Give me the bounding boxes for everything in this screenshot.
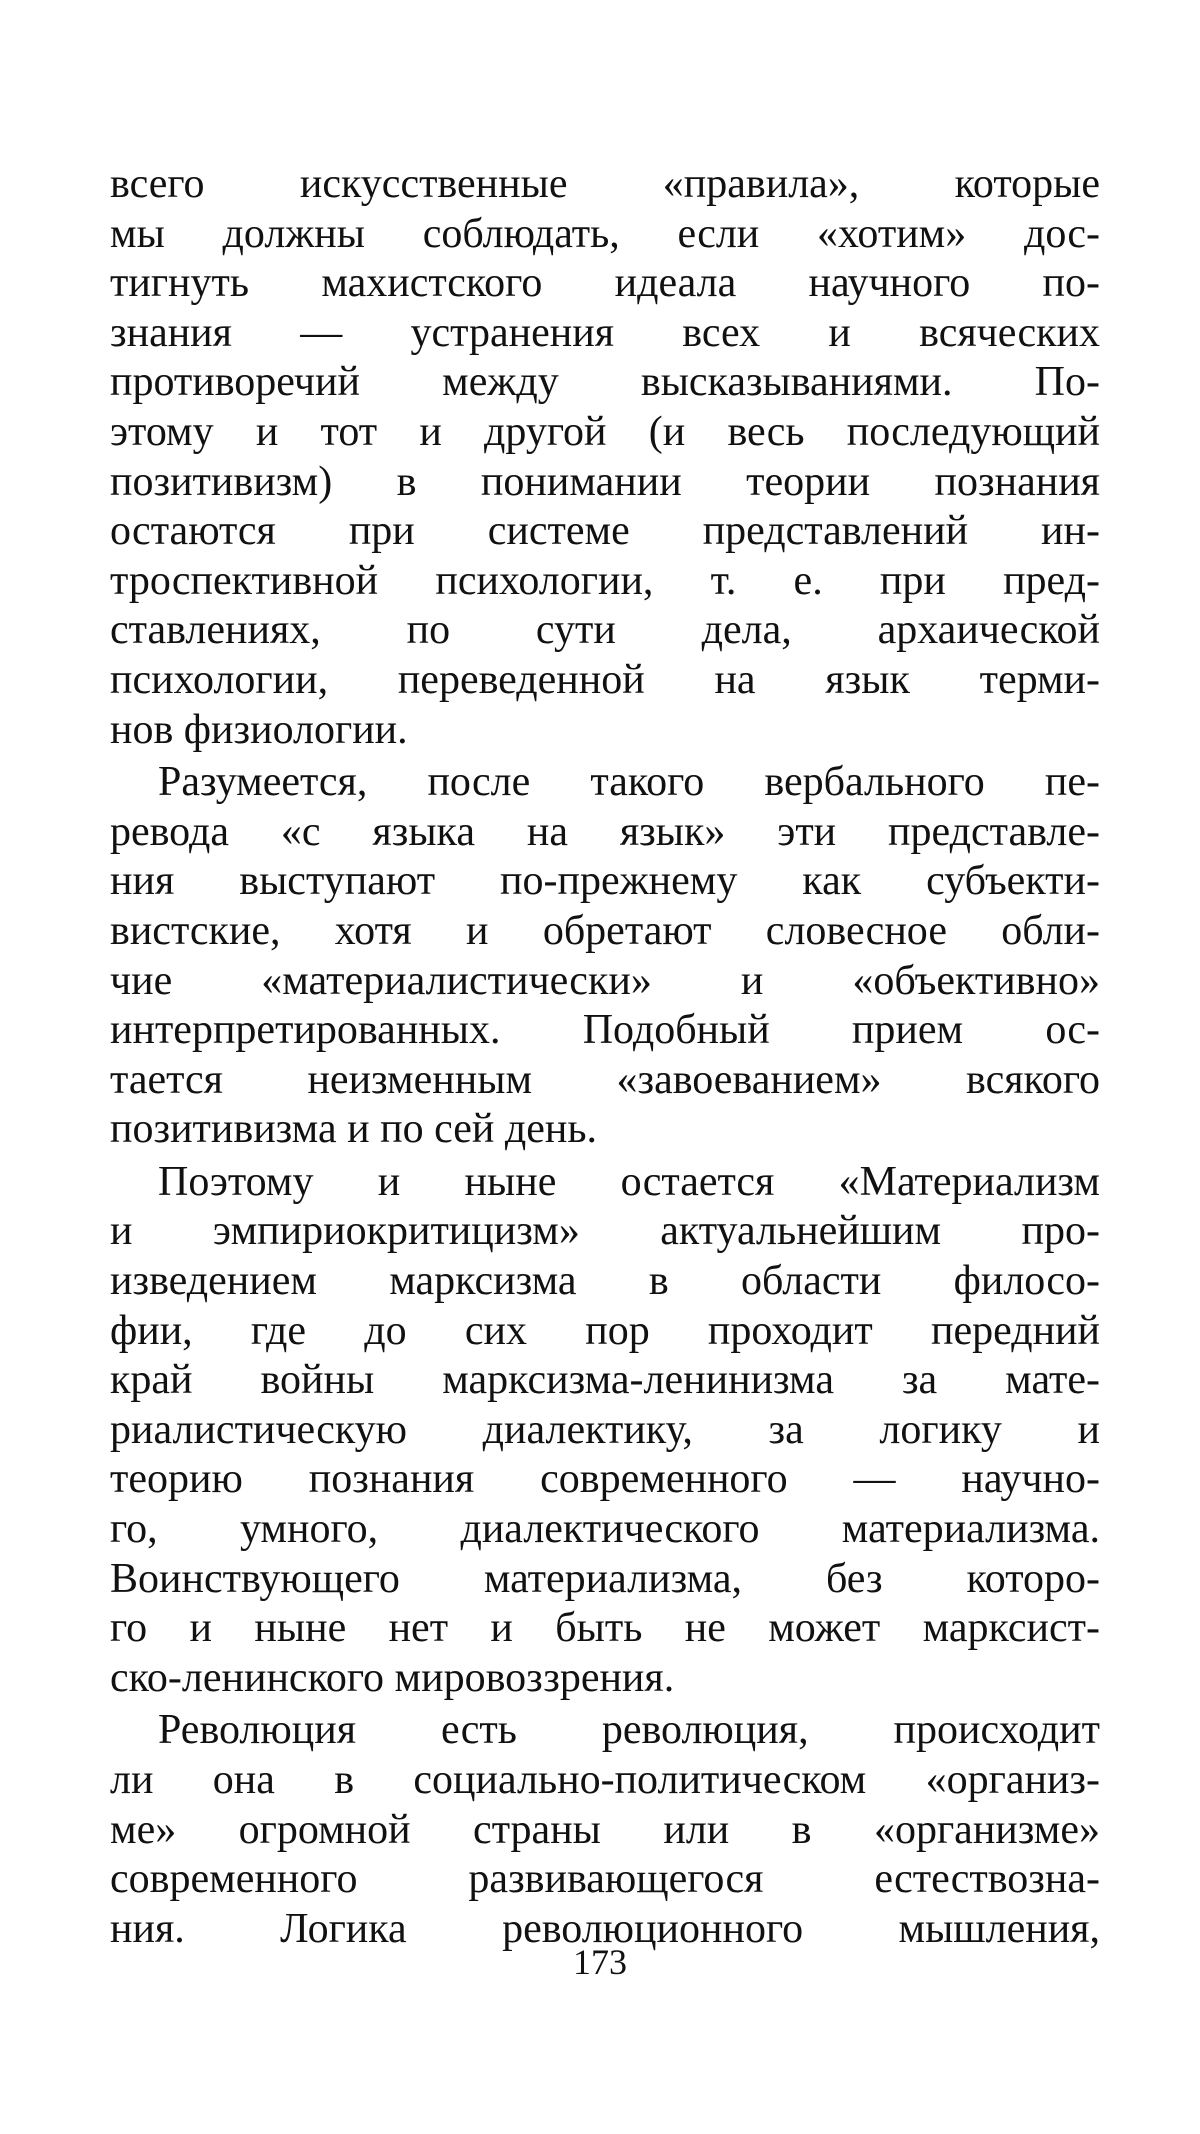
text-line: Поэтому и ныне остается «Материализм bbox=[158, 1158, 1100, 1205]
text-line: Революция есть революция, происходит bbox=[158, 1707, 1100, 1754]
text-line: и эмпириокритицизм» актуальнейшим про- bbox=[110, 1208, 1100, 1255]
text-line: ско-ленинского мировоззрения. bbox=[110, 1654, 675, 1701]
text-line: чие «материалистически» и «объективно» bbox=[110, 957, 1100, 1004]
text-line: го и ныне нет и быть не может марксист- bbox=[110, 1605, 1100, 1652]
text-line: позитивизма и по сей день. bbox=[110, 1106, 597, 1153]
text-line: ревода «с языка на язык» эти представле- bbox=[110, 808, 1100, 855]
text-line: ме» огромной страны или в «организме» bbox=[110, 1806, 1100, 1853]
body-text bbox=[110, 160, 1100, 1954]
text-line: вистские, хотя и обретают словесное обли- bbox=[110, 907, 1100, 954]
paragraph-1 bbox=[110, 160, 1100, 755]
text-line: ния. Логика революционного мышления, bbox=[110, 1905, 1100, 1952]
text-line: тается неизменным «завоеванием» всякого bbox=[110, 1056, 1100, 1103]
text-line: Разумеется, после такого вербального пе- bbox=[158, 759, 1100, 806]
text-line: мы должны соблюдать, если «хотим» дос- bbox=[110, 210, 1100, 257]
page-number: 173 bbox=[573, 1942, 627, 1982]
text-line: современного развивающегося естествозна- bbox=[110, 1856, 1100, 1903]
text-line: теорию познания современного — научно- bbox=[110, 1456, 1100, 1503]
text-line: психологии, переведенной на язык терми- bbox=[110, 656, 1100, 703]
text-line: го, умного, диалектического материализма. bbox=[110, 1506, 1100, 1553]
text-line: знания — устранения всех и всяческих bbox=[110, 309, 1100, 356]
text-line: ния выступают по-прежнему как субъекти- bbox=[110, 858, 1100, 905]
text-line: позитивизм) в понимании теории познания bbox=[110, 458, 1100, 505]
text-line: интерпретированных. Подобный прием ос- bbox=[110, 1007, 1100, 1054]
text-line: нов физиологии. bbox=[110, 706, 408, 753]
text-line: Воинствующего материализма, без которо- bbox=[110, 1555, 1100, 1602]
text-line: изведением марксизма в области филосо- bbox=[110, 1258, 1100, 1305]
text-line: риалистическую диалектику, за логику и bbox=[110, 1406, 1100, 1453]
text-line: троспективной психологии, т. е. при пред- bbox=[110, 557, 1100, 604]
text-line: край войны марксизма-ленинизма за мате- bbox=[110, 1357, 1100, 1404]
text-line: ли она в социально-политическом «организ- bbox=[110, 1757, 1100, 1803]
paragraph-3 bbox=[110, 1158, 1100, 1704]
text-line: фии, где до сих пор проходит передний bbox=[110, 1307, 1100, 1354]
paragraph-2 bbox=[110, 758, 1100, 1155]
text-line: этому и тот и другой (и весь последующий bbox=[110, 408, 1100, 455]
text-line: противоречий между высказываниями. По- bbox=[110, 359, 1100, 406]
text-line: всего искусственные «правила», которые bbox=[110, 161, 1100, 207]
text-line: остаются при системе представлений ин- bbox=[110, 508, 1100, 555]
text-line: тигнуть махистского идеала научного по- bbox=[110, 260, 1100, 307]
paragraph-4 bbox=[110, 1706, 1100, 1954]
text-line: ставлениях, по сути дела, архаической bbox=[110, 607, 1100, 654]
